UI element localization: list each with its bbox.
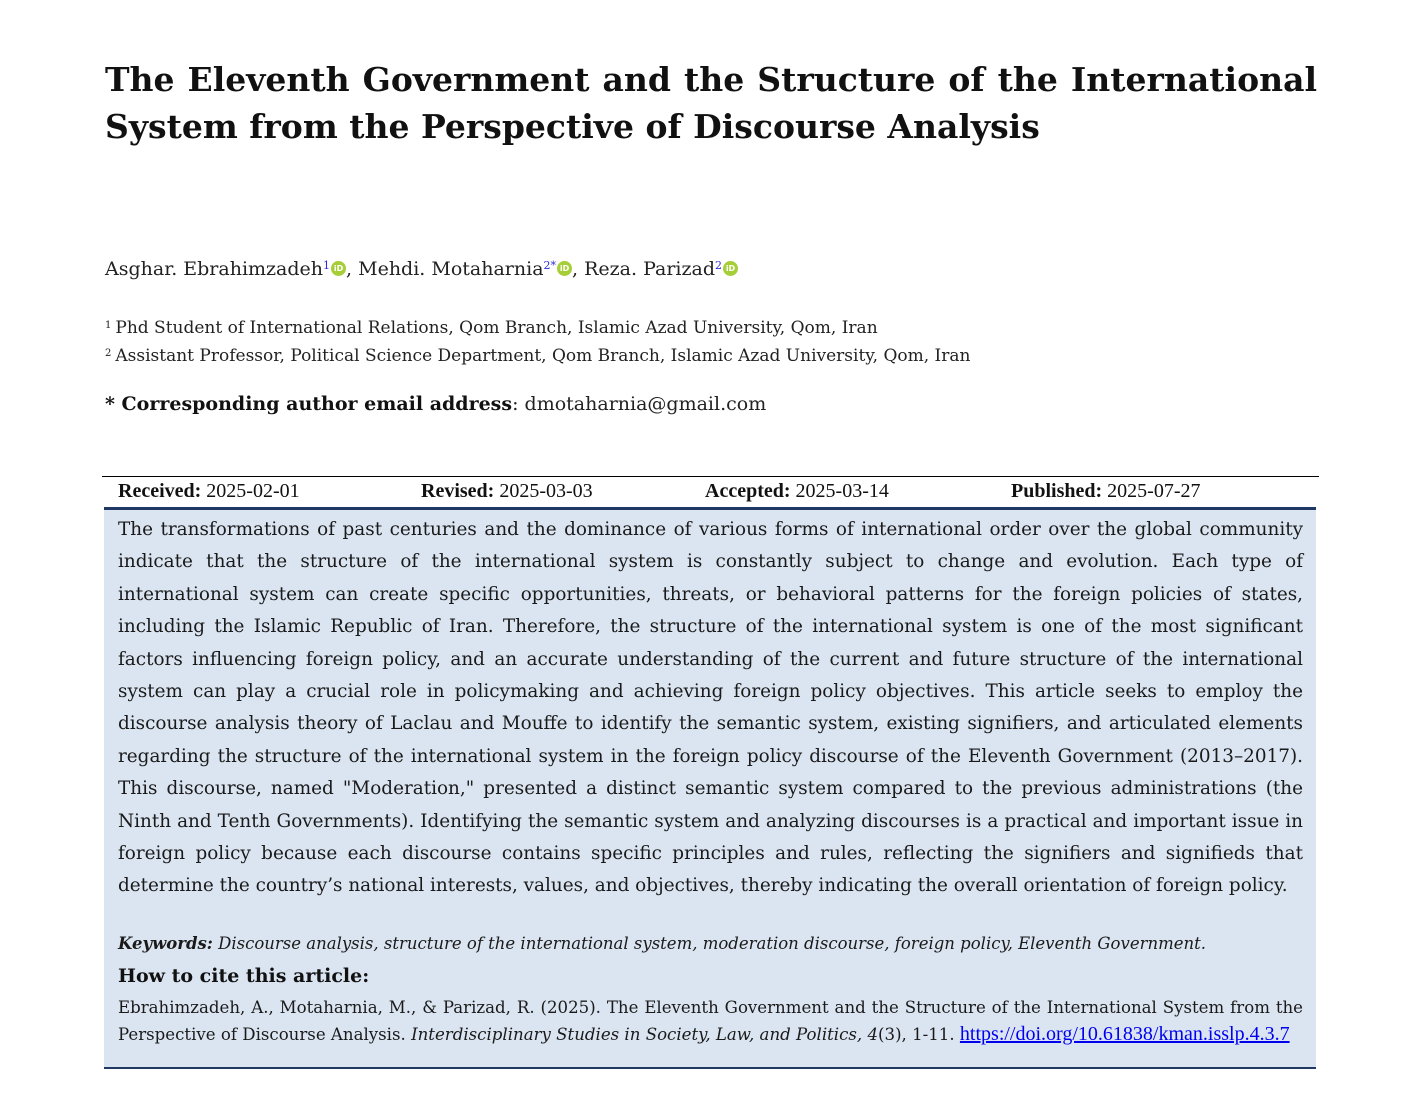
author-affiliation-marker: 2* <box>543 259 557 272</box>
author-list <box>105 258 738 280</box>
corresponding-label: * Corresponding author email address <box>105 393 513 415</box>
citation-heading: How to cite this article: <box>118 965 370 987</box>
author-separator: , <box>572 258 585 280</box>
date-label: Published: <box>1011 480 1103 502</box>
date-value: 2025-03-14 <box>795 480 889 502</box>
date-label: Revised: <box>421 480 495 502</box>
orcid-icon[interactable]: iD <box>331 261 346 276</box>
affiliation-list <box>105 313 970 369</box>
author-affiliation-marker: 1 <box>323 259 331 272</box>
keywords-text: Discourse analysis, structure of the international system, moderation discourse, foreign policy, Eleventh Government. <box>212 934 1207 953</box>
date-received <box>118 480 300 503</box>
orcid-icon[interactable]: iD <box>723 261 738 276</box>
abstract-box <box>104 507 1316 1069</box>
date-revised <box>421 480 593 503</box>
corresponding-separator: : <box>512 393 525 415</box>
date-value: 2025-03-03 <box>499 480 593 502</box>
date-label: Received: <box>118 480 202 502</box>
author-name: Mehdi. Motaharnia <box>358 258 544 280</box>
date-published <box>1011 480 1200 503</box>
affiliation-number: 1 <box>105 320 112 331</box>
author-separator: , <box>346 258 359 280</box>
corresponding-author <box>105 393 766 415</box>
author-name: Reza. Parizad <box>584 258 716 280</box>
author-affiliation-marker: 2 <box>715 259 723 272</box>
affiliation-item <box>105 341 970 369</box>
corresponding-email[interactable]: dmotaharnia@gmail.com <box>524 393 767 415</box>
affiliation-number: 2 <box>105 348 112 359</box>
keywords-label: Keywords: <box>118 934 213 953</box>
date-value: 2025-07-27 <box>1107 480 1201 502</box>
orcid-icon[interactable]: iD <box>557 261 572 276</box>
date-label: Accepted: <box>705 480 791 502</box>
abstract-text: The transformations of past centuries and the dominance of various forms of international order over the global community indicate that the structure of the international system is constantly subject to change and evolution. Each type of international system can create specific opportunities, threats, or behavioral patterns for the foreign policies of states, including the Islamic Republic of Iran. Therefore, the structure of the international system is one of the most significant factors influencing foreign policy, and an accurate understanding of the current and future structure of the international system can play a crucial role in policymaking and achieving foreign policy objectives. This article seeks to employ the discourse analysis theory of Laclau and Mouffe to identify the semantic system, existing signifiers, and articulated elements regarding the structure of the international system in the foreign policy discourse of the Eleventh Government (2013–2017). This discourse, named "Moderation," presented a distinct semantic system compared to the previous administrations (the Ninth and Tenth Governments). Identifying the semantic system and analyzing discourses is a practical and important issue in foreign policy because each discourse contains specific principles and rules, reflecting the signifiers and signifieds that determine the country’s national interests, values, and objectives, thereby indicating the overall orientation of foreign policy. <box>118 519 1303 897</box>
doi-link[interactable]: https://doi.org/10.61838/kman.isslp.4.3.7 <box>959 1023 1290 1045</box>
author-name: Asghar. Ebrahimzadeh <box>105 258 324 280</box>
affiliation-item <box>105 313 970 341</box>
citation-text <box>118 995 1303 1048</box>
date-value: 2025-02-01 <box>206 480 300 502</box>
affiliation-text: Assistant Professor, Political Science Department, Qom Branch, Islamic Azad University, Qom, Iran <box>115 346 971 366</box>
citation-issue: (3), 1-11. <box>878 1025 955 1044</box>
keywords <box>118 934 1303 953</box>
citation-journal: Interdisciplinary Studies in Society, Law, and Politics, 4 <box>411 1025 879 1044</box>
affiliation-text: Phd Student of International Relations, Qom Branch, Islamic Azad University, Qom, Iran <box>115 318 878 338</box>
date-accepted <box>705 480 889 503</box>
citation-plain: Ebrahimzadeh, A., Motaharnia, M., & Parizad, R. (2025). The Eleventh Government and the Structure of the International System from the Perspective of Discourse Analysis. <box>118 998 1303 1044</box>
article-dates-bar <box>102 476 1319 508</box>
article-title: The Eleventh Government and the Structure of the International System from the Perspective of Discourse Analysis <box>105 60 1317 146</box>
